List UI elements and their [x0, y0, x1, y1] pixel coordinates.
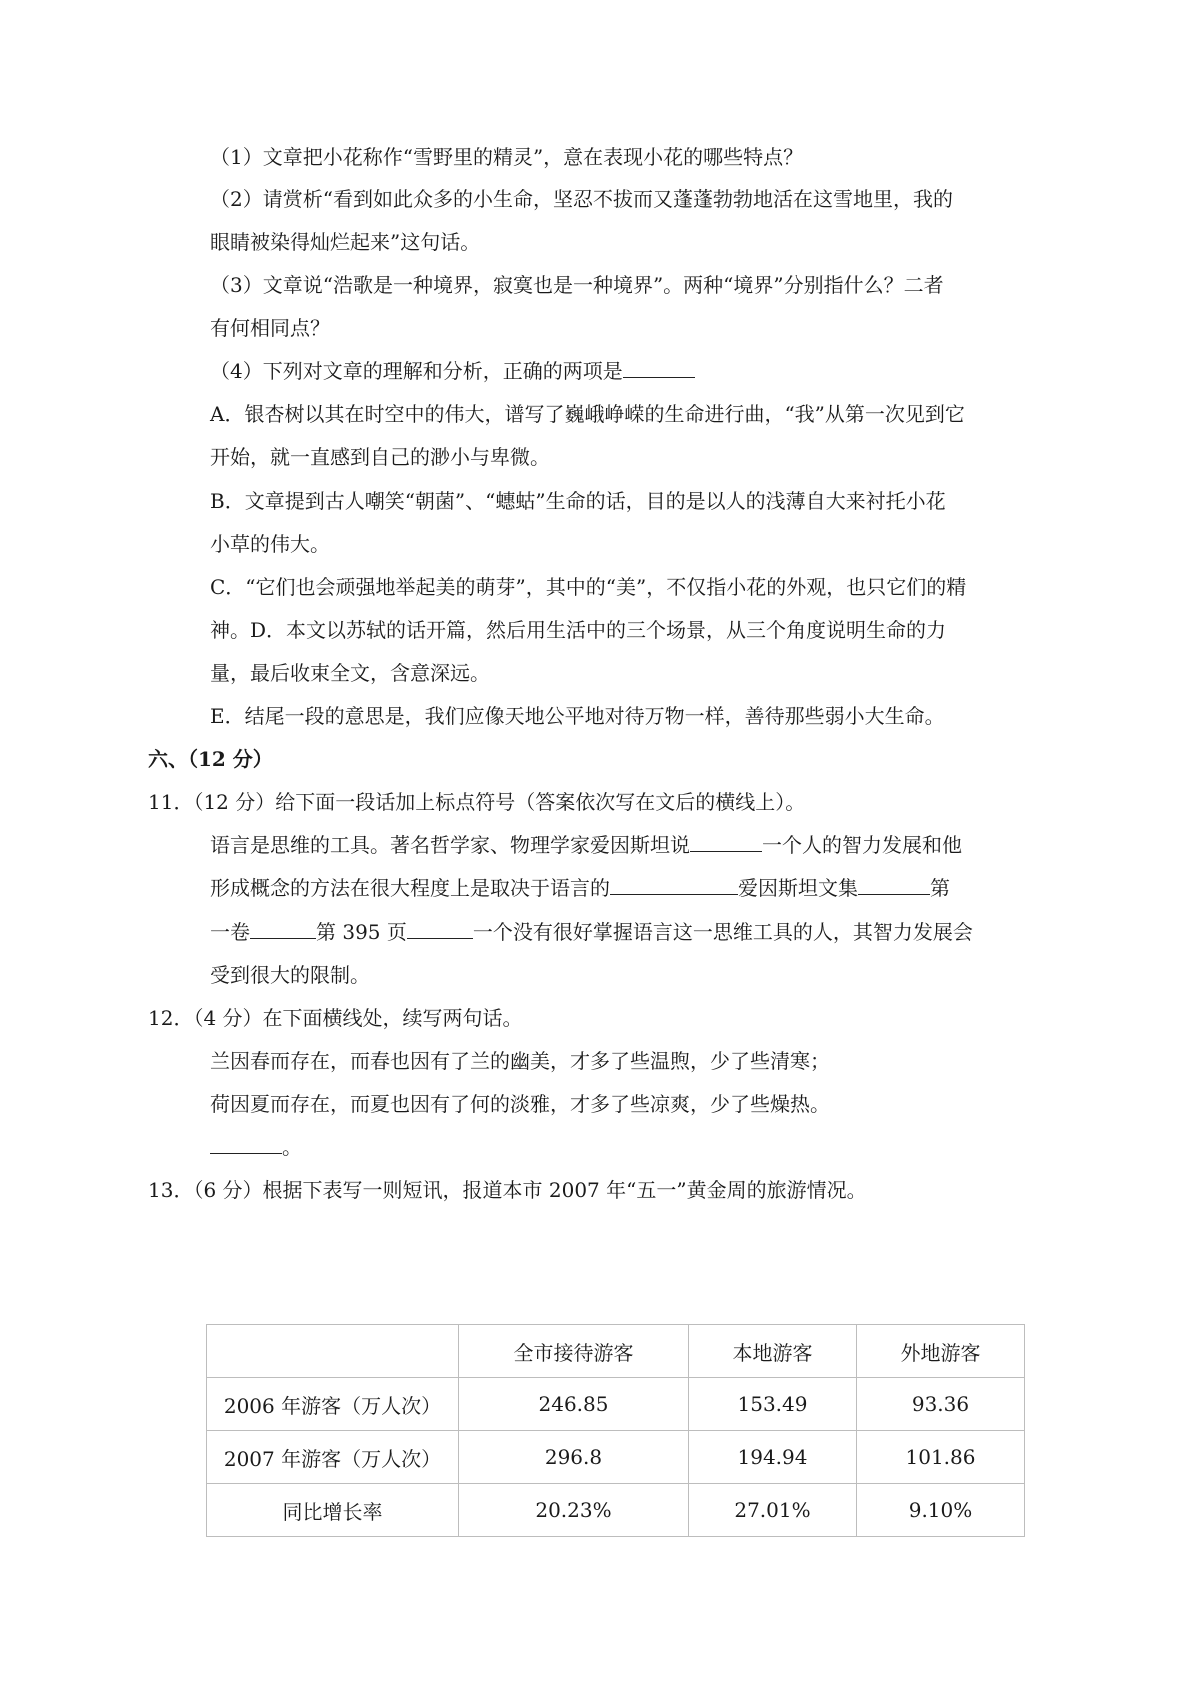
table-header-cell	[207, 1325, 459, 1378]
punctuation-blank-3[interactable]	[858, 874, 930, 895]
question-12-stem: 12．（4 分）在下面横线处，续写两句话。	[148, 1006, 523, 1030]
table-cell: 194.94	[689, 1431, 857, 1484]
table-cell: 同比增长率	[207, 1484, 459, 1537]
question-12-line1: 兰因春而存在，而春也因有了兰的幽美，才多了些温煦，少了些清寒；	[210, 1049, 830, 1073]
option-a-line1: A．银杏树以其在时空中的伟大，谱写了巍峨峥嵘的生命进行曲，“我”从第一次见到它	[210, 402, 965, 426]
paragraph-text: 语言是思维的工具。著名哲学家、物理学家爱因斯坦说	[210, 833, 690, 857]
question-13-stem: 13．（6 分）根据下表写一则短讯，报道本市 2007 年“五一”黄金周的旅游情况。	[148, 1178, 867, 1202]
punctuation-blank-5[interactable]	[407, 918, 473, 939]
table-cell: 101.86	[857, 1431, 1025, 1484]
period-mark: 。	[282, 1135, 302, 1159]
table-cell: 93.36	[857, 1378, 1025, 1431]
subquestion-1: （1）文章把小花称作“雪野里的精灵”，意在表现小花的哪些特点？	[210, 145, 804, 169]
table-cell: 2006 年游客（万人次）	[207, 1378, 459, 1431]
option-e: E．结尾一段的意思是，我们应像天地公平地对待万物一样，善待那些弱小大生命。	[210, 704, 945, 728]
subquestion-3-line2: 有何相同点？	[210, 316, 330, 340]
question-12-answer-line	[210, 1132, 302, 1162]
subquestion-4	[210, 356, 695, 386]
table-row	[207, 1484, 1025, 1537]
option-cd-line2: 神。D．本文以苏轼的话开篇，然后用生活中的三个场景，从三个角度说明生命的力	[210, 618, 947, 642]
question-11-paragraph-line4: 受到很大的限制。	[210, 963, 370, 987]
paragraph-text: 一个人的智力发展和他	[762, 833, 962, 857]
option-a-line2: 开始，就一直感到自己的渺小与卑微。	[210, 445, 550, 469]
option-b-line1: B．文章提到古人嘲笑“朝菌”、“蟪蛄”生命的话，目的是以人的浅薄自大来衬托小花	[210, 489, 946, 513]
section-6-heading: 六、（12 分）	[148, 747, 273, 771]
question-11-paragraph-line2	[210, 873, 950, 903]
question-12-line2: 荷因夏而存在，而夏也因有了何的淡雅，才多了些凉爽，少了些燥热。	[210, 1092, 830, 1116]
option-b-line2: 小草的伟大。	[210, 532, 330, 556]
punctuation-blank-1[interactable]	[690, 831, 762, 852]
question-11-paragraph-line3	[210, 917, 973, 947]
table-header-cell: 全市接待游客	[459, 1325, 689, 1378]
table-row	[207, 1431, 1025, 1484]
question-11-stem: 11．（12 分）给下面一段话加上标点符号（答案依次写在文后的横线上）。	[148, 790, 806, 814]
table-cell: 27.01%	[689, 1484, 857, 1537]
table-header-row	[207, 1325, 1025, 1378]
paragraph-text: 一卷	[210, 920, 250, 944]
question-11-paragraph-line1	[210, 830, 962, 860]
subquestion-3-line1: （3）文章说“浩歌是一种境界，寂寞也是一种境界”。两种“境界”分别指什么？二者	[210, 273, 944, 297]
subquestion-2-line1: （2）请赏析“看到如此众多的小生命，坚忍不拔而又蓬蓬勃勃地活在这雪地里，我的	[210, 187, 953, 211]
paragraph-text: 爱因斯坦文集	[738, 876, 858, 900]
option-c-line1: C．“它们也会顽强地举起美的萌芽”，其中的“美”，不仅指小花的外观，也只它们的精	[210, 575, 967, 599]
table-cell: 9.10%	[857, 1484, 1025, 1537]
table-header-cell: 本地游客	[689, 1325, 857, 1378]
paragraph-text: 第	[930, 876, 950, 900]
punctuation-blank-2[interactable]	[610, 874, 738, 895]
subquestion-2-line2: 眼睛被染得灿烂起来”这句话。	[210, 230, 481, 254]
punctuation-blank-4[interactable]	[250, 918, 316, 939]
paragraph-text: 形成概念的方法在很大程度上是取决于语言的	[210, 876, 610, 900]
table-row	[207, 1378, 1025, 1431]
answer-blank[interactable]	[210, 1133, 282, 1154]
paragraph-text: 第 395 页	[316, 920, 407, 944]
table-header-cell: 外地游客	[857, 1325, 1025, 1378]
subquestion-4-text: （4）下列对文章的理解和分析，正确的两项是	[210, 359, 623, 383]
table-cell: 296.8	[459, 1431, 689, 1484]
table-cell: 20.23%	[459, 1484, 689, 1537]
paragraph-text: 一个没有很好掌握语言这一思维工具的人，其智力发展会	[472, 920, 973, 944]
option-d-line3: 量，最后收束全文，含意深远。	[210, 661, 490, 685]
table-cell: 153.49	[689, 1378, 857, 1431]
tourism-data-table	[206, 1324, 1025, 1537]
answer-blank[interactable]	[623, 357, 695, 378]
table-cell: 246.85	[459, 1378, 689, 1431]
table-cell: 2007 年游客（万人次）	[207, 1431, 459, 1484]
